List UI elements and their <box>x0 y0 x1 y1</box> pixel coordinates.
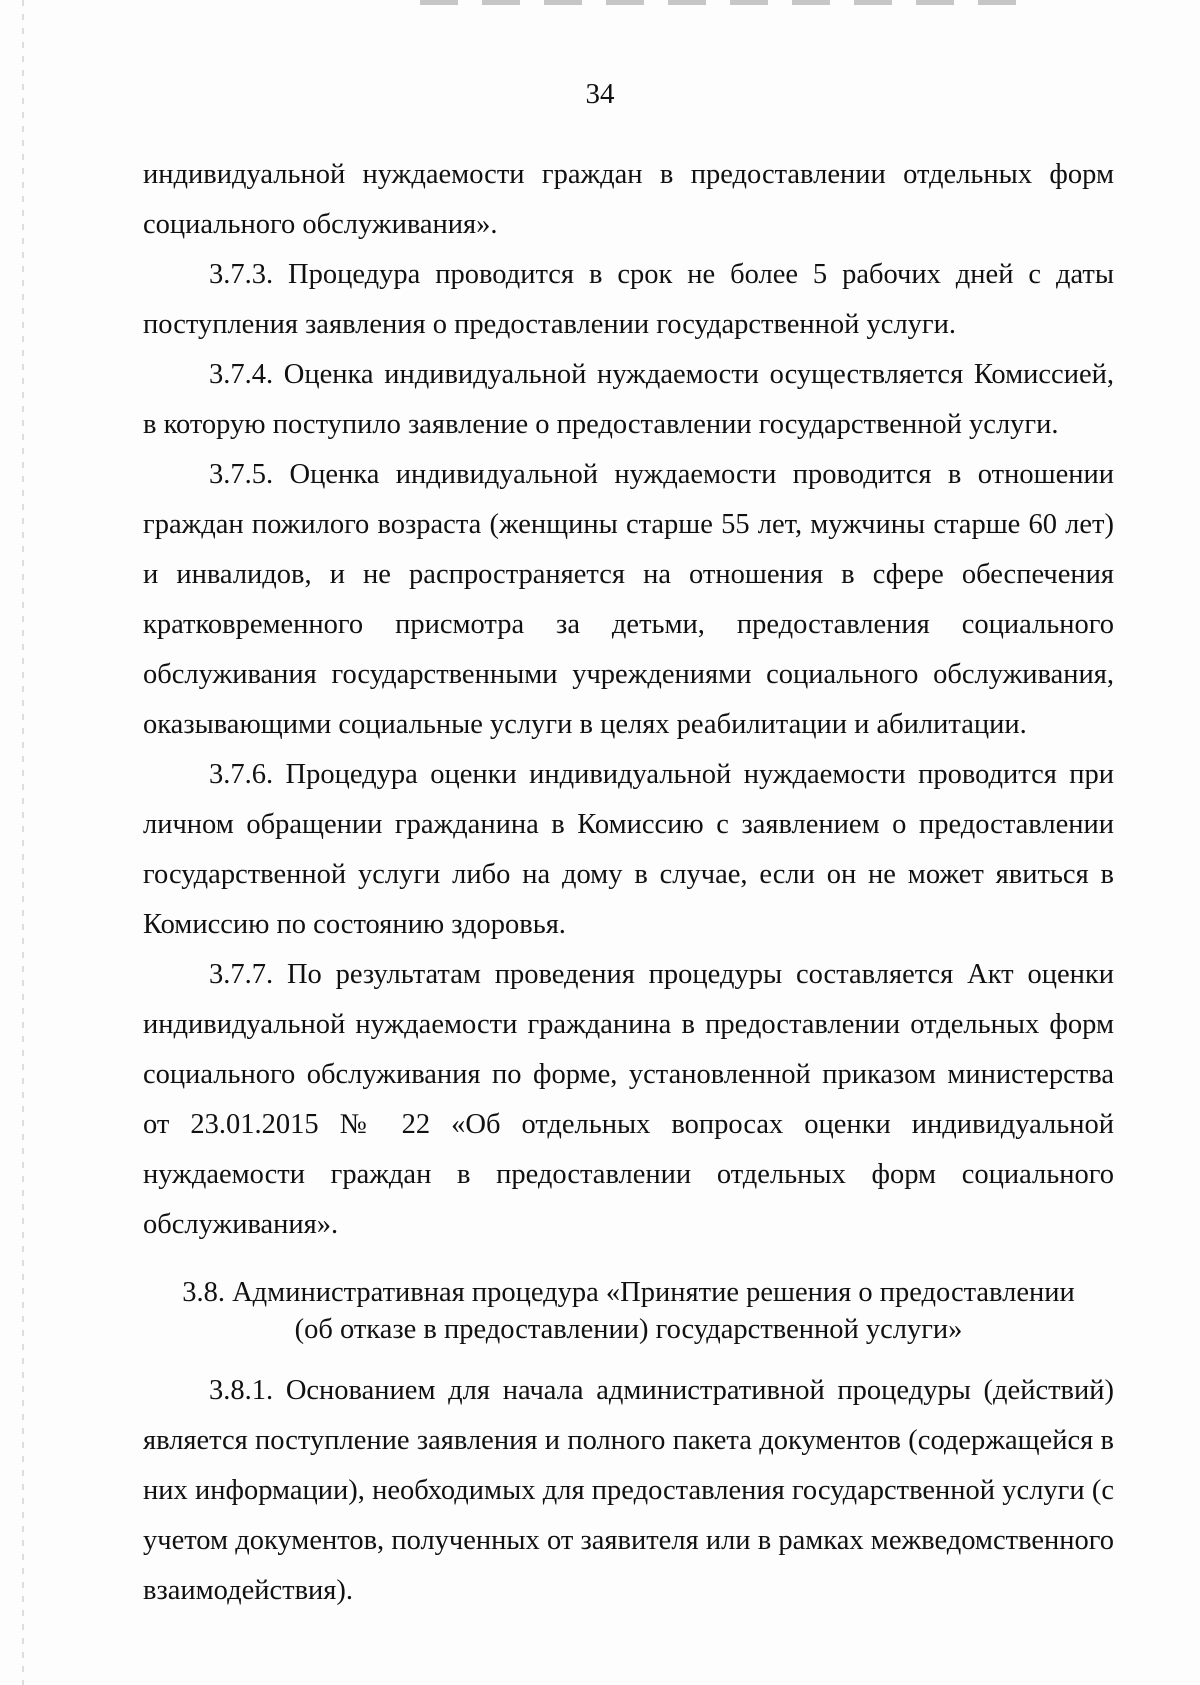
paragraph-3-7-3: 3.7.3. Процедура проводится в срок не более 5 рабочих дней с даты поступления заявления о предоставлении государственной услуги. <box>143 259 1114 340</box>
paragraph-3-7-7: 3.7.7. По результатам проведения процедуры составляется Акт оценки индивидуальной нуждаемости гражданина в предоставлении отдельных форм социального обслуживания по форме, установленной приказом министерства от 23.01.2015 № 22 «Об отдельных вопросах оценки индивидуальной нуждаемости граждан в предоставлении отдельных форм социального обслуживания». <box>143 959 1114 1240</box>
scan-artifact-left <box>22 0 24 1685</box>
section-heading-3-8 <box>143 1274 1114 1348</box>
paragraph-3-8-1: 3.8.1. Основанием для начала административной процедуры (действий) является поступление заявления и полного пакета документов (содержащейся в них информации), необходимых для предоставления государственной услуги (с учетом документов, полученных от заявителя или в рамках межведомственного взаимодействия). <box>143 1375 1114 1606</box>
page-number: 34 <box>585 78 615 110</box>
scan-artifact-top <box>420 0 1030 5</box>
paragraph-3-7-6: 3.7.6. Процедура оценки индивидуальной нуждаемости проводится при личном обращении гражданина в Комиссию с заявлением о предоставлении государственной услуги либо на дому в случае, если он не может явиться в Комиссию по состоянию здоровья. <box>143 759 1114 940</box>
paragraph-3-7-5: 3.7.5. Оценка индивидуальной нуждаемости проводится в отношении граждан пожилого возраста (женщины старше 55 лет, мужчины старше 60 лет) и инвалидов, и не распространяется на отношения в сфере обеспечения кратковременного присмотра за детьми, предоставления социального обслуживания государственными учреждениями социального обслуживания, оказывающими социальные услуги в целях реабилитации и абилитации. <box>143 459 1114 740</box>
section-heading-line-2: (об отказе в предоставлении) государственной услуги» <box>294 1314 963 1345</box>
document-body <box>143 150 1114 1616</box>
section-heading-line-1: 3.8. Административная процедура «Принятие решения о предоставлении <box>182 1277 1075 1308</box>
paragraph-3-7-4: 3.7.4. Оценка индивидуальной нуждаемости осуществляется Комиссией, в которую поступило заявление о предоставлении государственной услуги. <box>143 359 1114 440</box>
paragraph-continuation: индивидуальной нуждаемости граждан в предоставлении отдельных форм социального обслуживания». <box>143 159 1114 240</box>
